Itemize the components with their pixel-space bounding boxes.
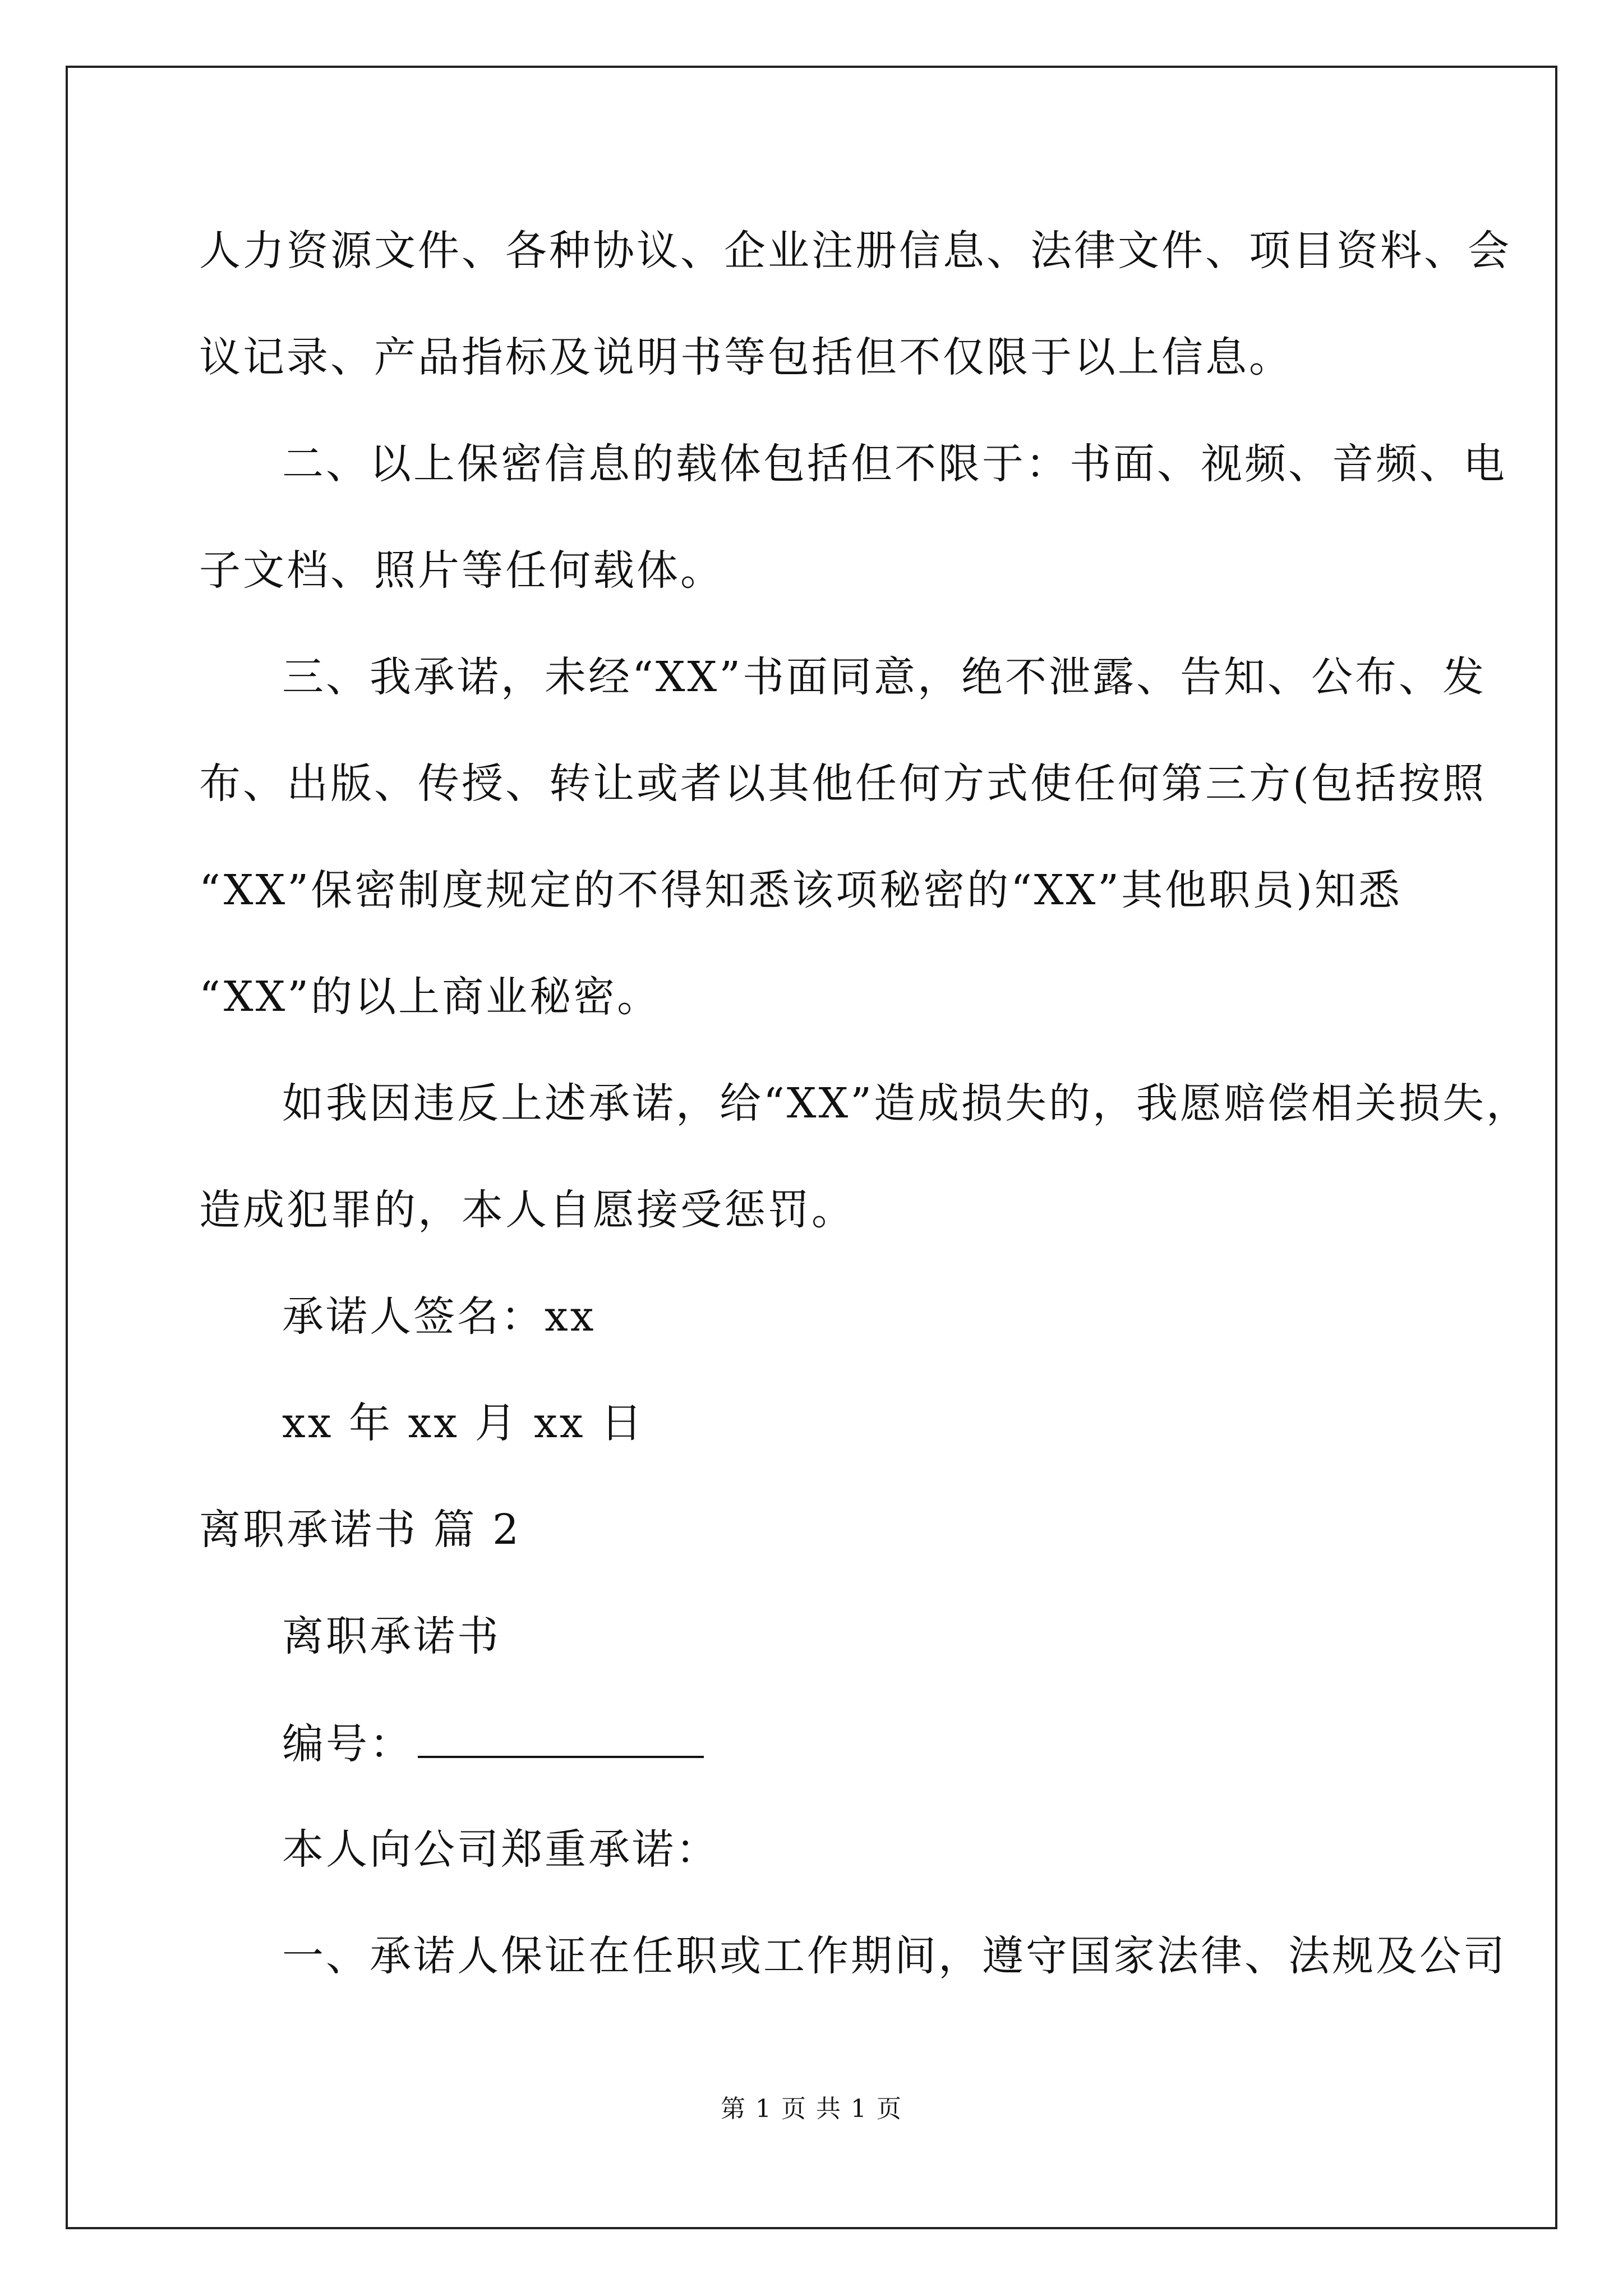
- text-line: 布、出版、传授、转让或者以其他任何方式使任何第三方(包括按照: [199, 760, 1486, 808]
- number-label: 编号：: [282, 1720, 413, 1768]
- page-border: [66, 66, 1557, 2229]
- text-line: 造成犯罪的，本人自愿接受惩罚。: [199, 1186, 855, 1234]
- page-footer: 第 1 页 共 1 页: [721, 2095, 902, 2123]
- text-line: 子文档、照片等任何载体。: [199, 546, 724, 595]
- text-line: 三、我承诺，未经“XX”书面同意，绝不泄露、告知、公布、发: [282, 653, 1487, 701]
- section-heading: 离职承诺书 篇 2: [199, 1506, 522, 1554]
- text-line: 本人向公司郑重承诺：: [282, 1825, 720, 1874]
- text-line: 二、以上保密信息的载体包括但不限于：书面、视频、音频、电: [282, 440, 1507, 488]
- document-title: 离职承诺书: [282, 1612, 501, 1660]
- number-blank: [418, 1722, 704, 1758]
- text-line: 一、承诺人保证在任职或工作期间，遵守国家法律、法规及公司: [282, 1932, 1507, 1980]
- text-line: 人力资源文件、各种协议、企业注册信息、法律文件、项目资料、会: [199, 227, 1511, 275]
- text-line: “XX”保密制度规定的不得知悉该项秘密的“XX”其他职员)知悉: [199, 866, 1402, 914]
- signature-line: 承诺人签名：xx: [282, 1292, 596, 1341]
- text-line: 如我因违反上述承诺，给“XX”造成损失的，我愿赔偿相关损失，: [282, 1079, 1530, 1128]
- text-line: “XX”的以上商业秘密。: [199, 973, 661, 1021]
- text-line: 议记录、产品指标及说明书等包括但不仅限于以上信息。: [199, 333, 1293, 381]
- date-line: xx 年 xx 月 xx 日: [282, 1399, 645, 1447]
- number-field: [282, 1720, 704, 1768]
